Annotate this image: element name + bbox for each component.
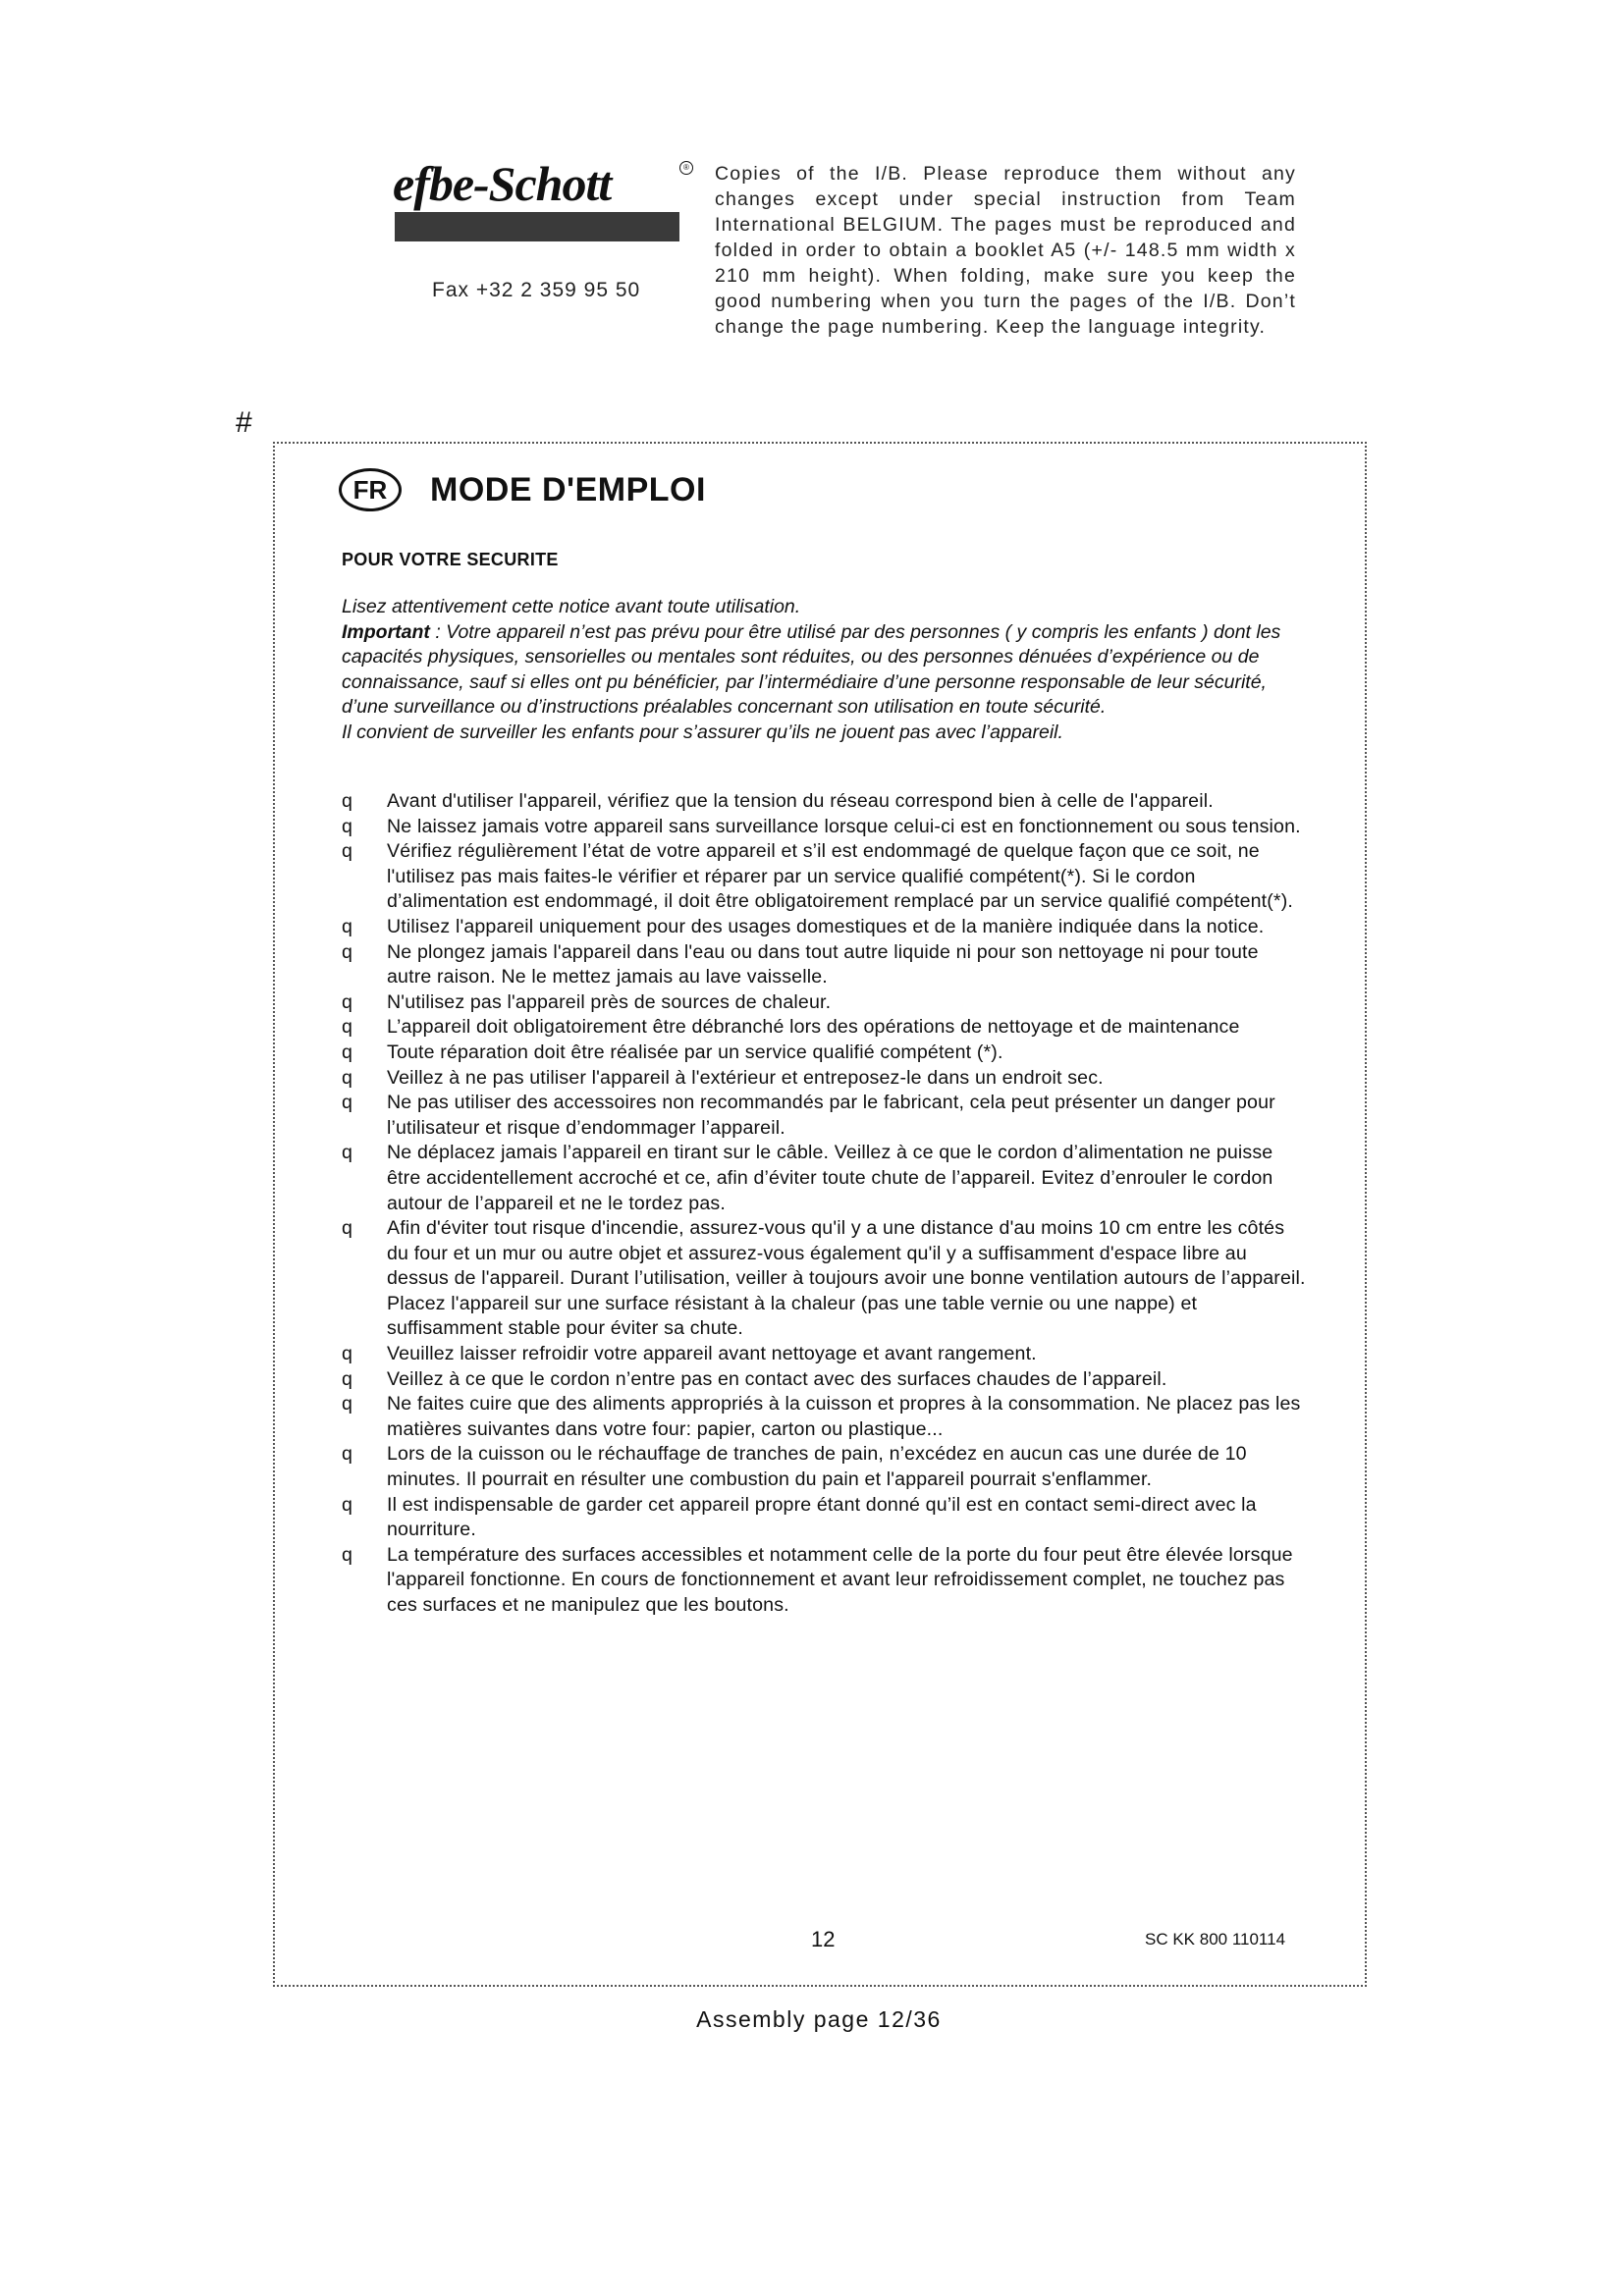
- list-item: [342, 1442, 1308, 1492]
- list-item: [342, 1342, 1308, 1367]
- page-title: MODE D'EMPLOI: [430, 471, 706, 508]
- list-item-text: Veuillez laisser refroidir votre appareil avant nettoyage et avant rangement.: [387, 1343, 1037, 1365]
- bullet-marker: q: [342, 840, 353, 863]
- bullet-marker: q: [342, 815, 353, 837]
- bullet-marker: q: [342, 990, 353, 1013]
- language-badge: FR: [339, 468, 402, 511]
- bullet-marker: q: [342, 1092, 353, 1114]
- assembly-page-label: Assembly page 12/36: [696, 2006, 942, 2032]
- list-item-text: Lors de la cuisson ou le réchauffage de tranches de pain, n’excédez en aucun cas une durée de 10 minutes. Il pourrait en résulter une combustion du pain et l'appareil pourrait s'enflammer.: [387, 1443, 1247, 1491]
- list-item-text: Ne déplacez jamais l’appareil en tirant sur le câble. Veillez à ce que le cordon d’alimentation ne puisse être accidentellement accroché et ce, afin d’éviter toute chute de l’appareil. Evitez d’enrouler le cordon autour de l’appareil et ne le tordez pas.: [387, 1142, 1273, 1214]
- section-heading: POUR VOTRE SECURITE: [342, 550, 559, 569]
- intro-children-warning: Il convient de surveiller les enfants pour s’assurer qu’ils ne jouent pas avec l’appareil.: [342, 721, 1063, 743]
- bullet-marker: q: [342, 1041, 353, 1063]
- list-item-text: N'utilisez pas l'appareil près de sources de chaleur.: [387, 990, 832, 1013]
- bullet-marker: q: [342, 1367, 353, 1390]
- list-item-text: Il est indispensable de garder cet appareil propre étant donné qu’il est en contact semi-direct avec la nourriture.: [387, 1493, 1257, 1541]
- list-item: [342, 1392, 1308, 1442]
- list-item: [342, 990, 1308, 1016]
- bullet-marker: q: [342, 1543, 353, 1566]
- list-item: [342, 1216, 1308, 1342]
- brand-logo: [393, 157, 687, 245]
- bullet-marker: q: [342, 1443, 353, 1466]
- intro-read-notice: Lisez attentivement cette notice avant toute utilisation.: [342, 596, 801, 617]
- bullet-marker: q: [342, 1142, 353, 1164]
- list-item-text: Veillez à ne pas utiliser l'appareil à l'extérieur et entreposez-le dans un endroit sec.: [387, 1066, 1104, 1089]
- bullet-marker: q: [342, 1393, 353, 1415]
- list-item-text: La température des surfaces accessibles et notamment celle de la porte du four peut être élevée lorsque l'appareil fonctionne. En cours de fonctionnement et avant leur refroidissement complet, ne touchez pas ces surfaces et ne manipulez que les boutons.: [387, 1543, 1293, 1616]
- list-item-text: Utilisez l'appareil uniquement pour des usages domestiques et de la manière indiquée dans la notice.: [387, 915, 1265, 937]
- hash-mark: #: [236, 406, 252, 439]
- bullet-marker: q: [342, 1217, 353, 1240]
- list-item-text: Ne laissez jamais votre appareil sans surveillance lorsque celui-ci est en fonctionnement ou sous tension.: [387, 815, 1301, 837]
- safety-intro: [342, 595, 1302, 745]
- safety-bullet-list: [342, 789, 1308, 1619]
- fax-number: Fax +32 2 359 95 50: [432, 279, 641, 301]
- list-item: [342, 915, 1308, 940]
- bullet-marker: q: [342, 1493, 353, 1516]
- copies-instruction: Copies of the I/B. Please reproduce them without any changes except under special instruction from Team International BELGIUM. The pages must be reproduced and folded in order to obtain a booklet A5 (+/- 148.5 mm width x 210 mm height). When folding, make sure you keep the good numbering when you turn the pages of the I/B. Don’t change the page numbering. Keep the language integrity.: [715, 163, 1296, 338]
- list-item-text: Veillez à ce que le cordon n’entre pas en contact avec des surfaces chaudes de l’appareil.: [387, 1367, 1167, 1390]
- list-item: [342, 839, 1308, 915]
- list-item-text: Ne faites cuire que des aliments appropriés à la cuisson et propres à la consommation. Ne placez pas les matières suivantes dans votre four: papier, carton ou plastique...: [387, 1393, 1301, 1440]
- page-number: 12: [811, 1927, 836, 1951]
- list-item: [342, 1015, 1308, 1041]
- list-item: [342, 1091, 1308, 1141]
- important-text: : Votre appareil n’est pas prévu pour être utilisé par des personnes ( y compris les enfants ) dont les capacités physiques, sensorielles ou mentales sont réduites, ou des personnes dénuées d’expérience ou de connaissance, sauf si elles ont pu bénéficier, par l’intermédiaire d’une personne responsable de leur sécurité, d’une surveillance ou d’instructions préalables concernant son utilisation en toute sécurité.: [342, 620, 1281, 718]
- list-item: [342, 1493, 1308, 1543]
- list-item: [342, 1041, 1308, 1066]
- list-item-text: Afin d'éviter tout risque d'incendie, assurez-vous qu'il y a une distance d'au moins 10 cm entre les côtés du four et un mur ou autre objet et assurez-vous également qu'il y a suffisamment d'espace libre au dessus de l'appareil. Durant l’utilisation, veiller à toujours avoir une bonne ventilation autours de l’appareil. Placez l'appareil sur une surface résistant à la chaleur (pas une table vernie ou une nappe) et suffisamment stable pour éviter sa chute.: [387, 1217, 1306, 1340]
- bullet-marker: q: [342, 1343, 353, 1365]
- bullet-marker: q: [342, 790, 353, 812]
- list-item-text: Ne pas utiliser des accessoires non recommandés par le fabricant, cela peut présenter un danger pour l’utilisateur et risque d’endommager l’appareil.: [387, 1092, 1275, 1139]
- list-item-text: Toute réparation doit être réalisée par un service qualifié compétent (*).: [387, 1041, 1003, 1063]
- list-item-text: Vérifiez régulièrement l’état de votre appareil et s’il est endommagé de quelque façon que ce soit, ne l'utilisez pas mais faites-le vérifier et réparer par un service qualifié compétent(*). Si le cordon d’alimentation est endommagé, il doit être obligatoirement remplacé par un service qualifié compétent(*).: [387, 840, 1293, 913]
- list-item: [342, 940, 1308, 990]
- bullet-marker: q: [342, 1066, 353, 1089]
- logo-wordmark: efbe-Schott: [393, 156, 612, 211]
- reference-code: SC KK 800 110114: [1145, 1930, 1286, 1949]
- bullet-marker: q: [342, 940, 353, 963]
- list-item-text: Avant d'utiliser l'appareil, vérifiez que la tension du réseau correspond bien à celle de l'appareil.: [387, 790, 1214, 812]
- bullet-marker: q: [342, 1016, 353, 1039]
- intro-important: [342, 620, 1302, 721]
- bullet-marker: q: [342, 915, 353, 937]
- list-item: [342, 1066, 1308, 1092]
- list-item: [342, 815, 1308, 840]
- list-item: [342, 1367, 1308, 1393]
- list-item: [342, 789, 1308, 815]
- registered-mark: ®: [679, 161, 693, 175]
- logo-bar: [395, 212, 679, 241]
- list-item-text: Ne plongez jamais l'appareil dans l'eau ou dans tout autre liquide ni pour son nettoyage ni pour toute autre raison. Ne le mettez jamais au lave vaisselle.: [387, 940, 1259, 988]
- important-label: Important: [342, 620, 430, 643]
- list-item-text: L’appareil doit obligatoirement être débranché lors des opérations de nettoyage et de maintenance: [387, 1016, 1240, 1039]
- list-item: [342, 1141, 1308, 1216]
- list-item: [342, 1543, 1308, 1619]
